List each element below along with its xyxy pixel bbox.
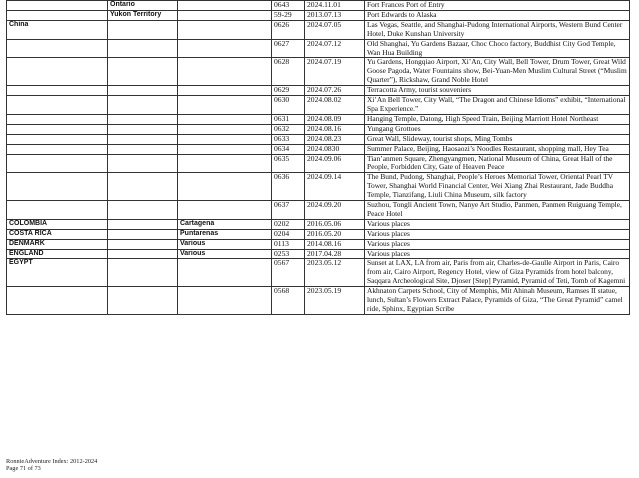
entry-code-cell: 0632	[272, 124, 305, 134]
description-cell: Summer Palace, Beijing, Haosaozi’s Noodles Restaurant, shopping mall, Hey Tea	[365, 144, 630, 154]
date-cell: 2016.05.20	[305, 229, 365, 239]
country-cell: China	[7, 20, 108, 39]
date-cell: 2014.08.16	[305, 239, 365, 249]
region-cell	[108, 173, 178, 201]
page-footer	[6, 458, 97, 473]
region-cell	[108, 287, 178, 315]
date-cell: 2024.09.06	[305, 154, 365, 173]
country-cell: COSTA RICA	[7, 229, 108, 239]
description-cell: Las Vegas, Seattle, and Shanghai-Pudong International Airports, Western Bund Center Hotel, Duke Kunshan University	[365, 20, 630, 39]
date-cell: 2023.05.19	[305, 287, 365, 315]
country-cell	[7, 1, 108, 11]
date-cell: 2024.07.05	[305, 20, 365, 39]
region-cell	[108, 114, 178, 124]
table-row	[7, 134, 630, 144]
country-cell	[7, 124, 108, 134]
entry-code-cell: 0635	[272, 154, 305, 173]
date-cell: 2024.08.16	[305, 124, 365, 134]
table-row	[7, 201, 630, 220]
table-row	[7, 39, 630, 58]
date-cell: 2016.05.06	[305, 219, 365, 229]
country-cell	[7, 144, 108, 154]
table-row	[7, 114, 630, 124]
region-cell	[108, 144, 178, 154]
index-title: RonnieAdventure Index: 2012-2024	[6, 458, 98, 465]
description-cell: Sunset at LAX, LA from air, Paris from air, Charles-de-Gaulle Airport in Paris, Cairo from air, Cairo Airport, Regency Hotel, view of Giza Pyramids from hotel balcony, Saqqara Archeological Site, Djoser [Step] Pyramid, Pyramid of Teti, Tomb of Kagemni	[365, 259, 630, 287]
table-row	[7, 1, 630, 11]
date-cell: 2017.04.28	[305, 249, 365, 259]
description-cell: Suzhou, Tongli Ancient Town, Nanye Art Studio, Panmen, Panmen Ruiguang Temple, Peace Hotel	[365, 201, 630, 220]
entry-code-cell: 0634	[272, 144, 305, 154]
description-cell: Old Shanghai, Yu Gardens Bazaar, Choc Choco factory, Buddhist City God Temple, Wan Hua Building	[365, 39, 630, 58]
region-cell	[108, 39, 178, 58]
country-cell: DENMARK	[7, 239, 108, 249]
date-cell: 2023.05.12	[305, 259, 365, 287]
entry-code-cell: 0627	[272, 39, 305, 58]
city-cell	[178, 287, 272, 315]
country-cell: ENGLAND	[7, 249, 108, 259]
entry-code-cell: 0204	[272, 229, 305, 239]
region-cell	[108, 20, 178, 39]
date-cell: 2024.09.14	[305, 173, 365, 201]
country-cell	[7, 114, 108, 124]
entry-code-cell: 0253	[272, 249, 305, 259]
city-cell	[178, 1, 272, 11]
region-cell: Yukon Territory	[108, 10, 178, 20]
description-cell: Great Wall, Slideway, tourist shops, Ming Tombs	[365, 134, 630, 144]
country-cell	[7, 96, 108, 115]
entry-code-cell: 0631	[272, 114, 305, 124]
date-cell: 2024.07.12	[305, 39, 365, 58]
table-row	[7, 124, 630, 134]
date-cell: 2024.09.20	[305, 201, 365, 220]
country-cell	[7, 58, 108, 86]
city-cell	[178, 259, 272, 287]
table-row	[7, 249, 630, 259]
description-cell: Yu Gardens, Hongqiao Airport, Xi’An, City Wall, Bell Tower, Drum Tower, Great Wild Goose Pagoda, Water Fountains show, Bei-Yuan-Men Muslim Cultural Street (“Muslim Quarter”), Rickshaw, Grand Noble Hotel	[365, 58, 630, 86]
country-cell	[7, 287, 108, 315]
region-cell	[108, 219, 178, 229]
region-cell	[108, 239, 178, 249]
country-cell: EGYPT	[7, 259, 108, 287]
country-cell	[7, 10, 108, 20]
city-cell	[178, 173, 272, 201]
city-cell	[178, 124, 272, 134]
country-cell	[7, 173, 108, 201]
country-cell: COLOMBIA	[7, 219, 108, 229]
table-row	[7, 173, 630, 201]
date-cell: 2024.08.23	[305, 134, 365, 144]
description-cell: Akhnaton Carpets School, City of Memphis, Mit Ahinah Museum, Ramses II statue, lunch, Sultan’s Flowers Extract Palace, Pyramids of Giza, “The Great Pyramid” camel ride, Sphinx, Egyptian Scribe	[365, 287, 630, 315]
date-cell: 2024.08.02	[305, 96, 365, 115]
date-cell: 2024.0830	[305, 144, 365, 154]
table-row	[7, 154, 630, 173]
region-cell	[108, 96, 178, 115]
description-cell: Various places	[365, 229, 630, 239]
entry-code-cell: 0568	[272, 287, 305, 315]
city-cell	[178, 96, 272, 115]
country-cell	[7, 39, 108, 58]
entry-code-cell: 0637	[272, 201, 305, 220]
city-cell: Various	[178, 239, 272, 249]
country-cell	[7, 134, 108, 144]
country-cell	[7, 86, 108, 96]
description-cell: Hanging Temple, Datong, High Speed Train, Beijing Marriott Hotel Northeast	[365, 114, 630, 124]
entry-code-cell: 0626	[272, 20, 305, 39]
table-row	[7, 259, 630, 287]
table-row	[7, 86, 630, 96]
region-cell	[108, 58, 178, 86]
region-cell	[108, 124, 178, 134]
table-row	[7, 144, 630, 154]
table-row	[7, 10, 630, 20]
entry-code-cell: 0202	[272, 219, 305, 229]
country-cell	[7, 201, 108, 220]
region-cell	[108, 86, 178, 96]
city-cell	[178, 20, 272, 39]
date-cell: 2024.08.09	[305, 114, 365, 124]
description-cell: Fort Frances Port of Entry	[365, 1, 630, 11]
entry-code-cell: 0633	[272, 134, 305, 144]
city-cell	[178, 144, 272, 154]
city-cell	[178, 39, 272, 58]
index-document	[6, 0, 629, 315]
region-cell	[108, 259, 178, 287]
city-cell	[178, 154, 272, 173]
entry-code-cell: 0628	[272, 58, 305, 86]
city-cell	[178, 10, 272, 20]
table-row	[7, 219, 630, 229]
city-cell	[178, 58, 272, 86]
city-cell	[178, 114, 272, 124]
city-cell	[178, 86, 272, 96]
date-cell: 2024.11.01	[305, 1, 365, 11]
city-cell	[178, 201, 272, 220]
description-cell: Various places	[365, 249, 630, 259]
region-cell	[108, 154, 178, 173]
region-cell	[108, 201, 178, 220]
description-cell: Terracotta Army, tourist souveniers	[365, 86, 630, 96]
table-row	[7, 96, 630, 115]
entry-code-cell: 0630	[272, 96, 305, 115]
entry-code-cell: 59-29	[272, 10, 305, 20]
table-row	[7, 229, 630, 239]
region-cell	[108, 134, 178, 144]
date-cell: 2024.07.19	[305, 58, 365, 86]
entry-code-cell: 0636	[272, 173, 305, 201]
entry-code-cell: 0113	[272, 239, 305, 249]
description-cell: Various places	[365, 219, 630, 229]
table-body	[7, 1, 630, 315]
description-cell: The Bund, Pudong, Shanghai, People’s Heroes Memorial Tower, Oriental Pearl TV Tower, Shanghai World Financial Center, Wei Xiang Zhai Restaurant, Jade Buddha Temple, Tianzifang, Liuli China Museum, silk factory	[365, 173, 630, 201]
city-cell: Cartagena	[178, 219, 272, 229]
country-cell	[7, 154, 108, 173]
description-cell: Tian’anmen Square, Zhengyangmen, National Museum of China, Great Hall of the People, Forbidden City, Gate of Heaven Peace	[365, 154, 630, 173]
page-number: Page 71 of 73	[6, 465, 41, 473]
description-cell: Various places	[365, 239, 630, 249]
description-cell: Yungang Grottoes	[365, 124, 630, 134]
region-cell	[108, 249, 178, 259]
adventure-index-table	[6, 0, 630, 315]
description-cell: Xi’An Bell Tower, City Wall, “The Dragon and Chinese Idioms” exhibit, “International Spa Experience.”	[365, 96, 630, 115]
city-cell: Puntarenas	[178, 229, 272, 239]
entry-code-cell: 0629	[272, 86, 305, 96]
table-row	[7, 20, 630, 39]
description-cell: Port Edwards to Alaska	[365, 10, 630, 20]
city-cell: Various	[178, 249, 272, 259]
date-cell: 2024.07.26	[305, 86, 365, 96]
region-cell: Ontario	[108, 1, 178, 11]
table-row	[7, 287, 630, 315]
region-cell	[108, 229, 178, 239]
city-cell	[178, 134, 272, 144]
table-row	[7, 58, 630, 86]
entry-code-cell: 0643	[272, 1, 305, 11]
table-row	[7, 239, 630, 249]
date-cell: 2013.07.13	[305, 10, 365, 20]
entry-code-cell: 0567	[272, 259, 305, 287]
